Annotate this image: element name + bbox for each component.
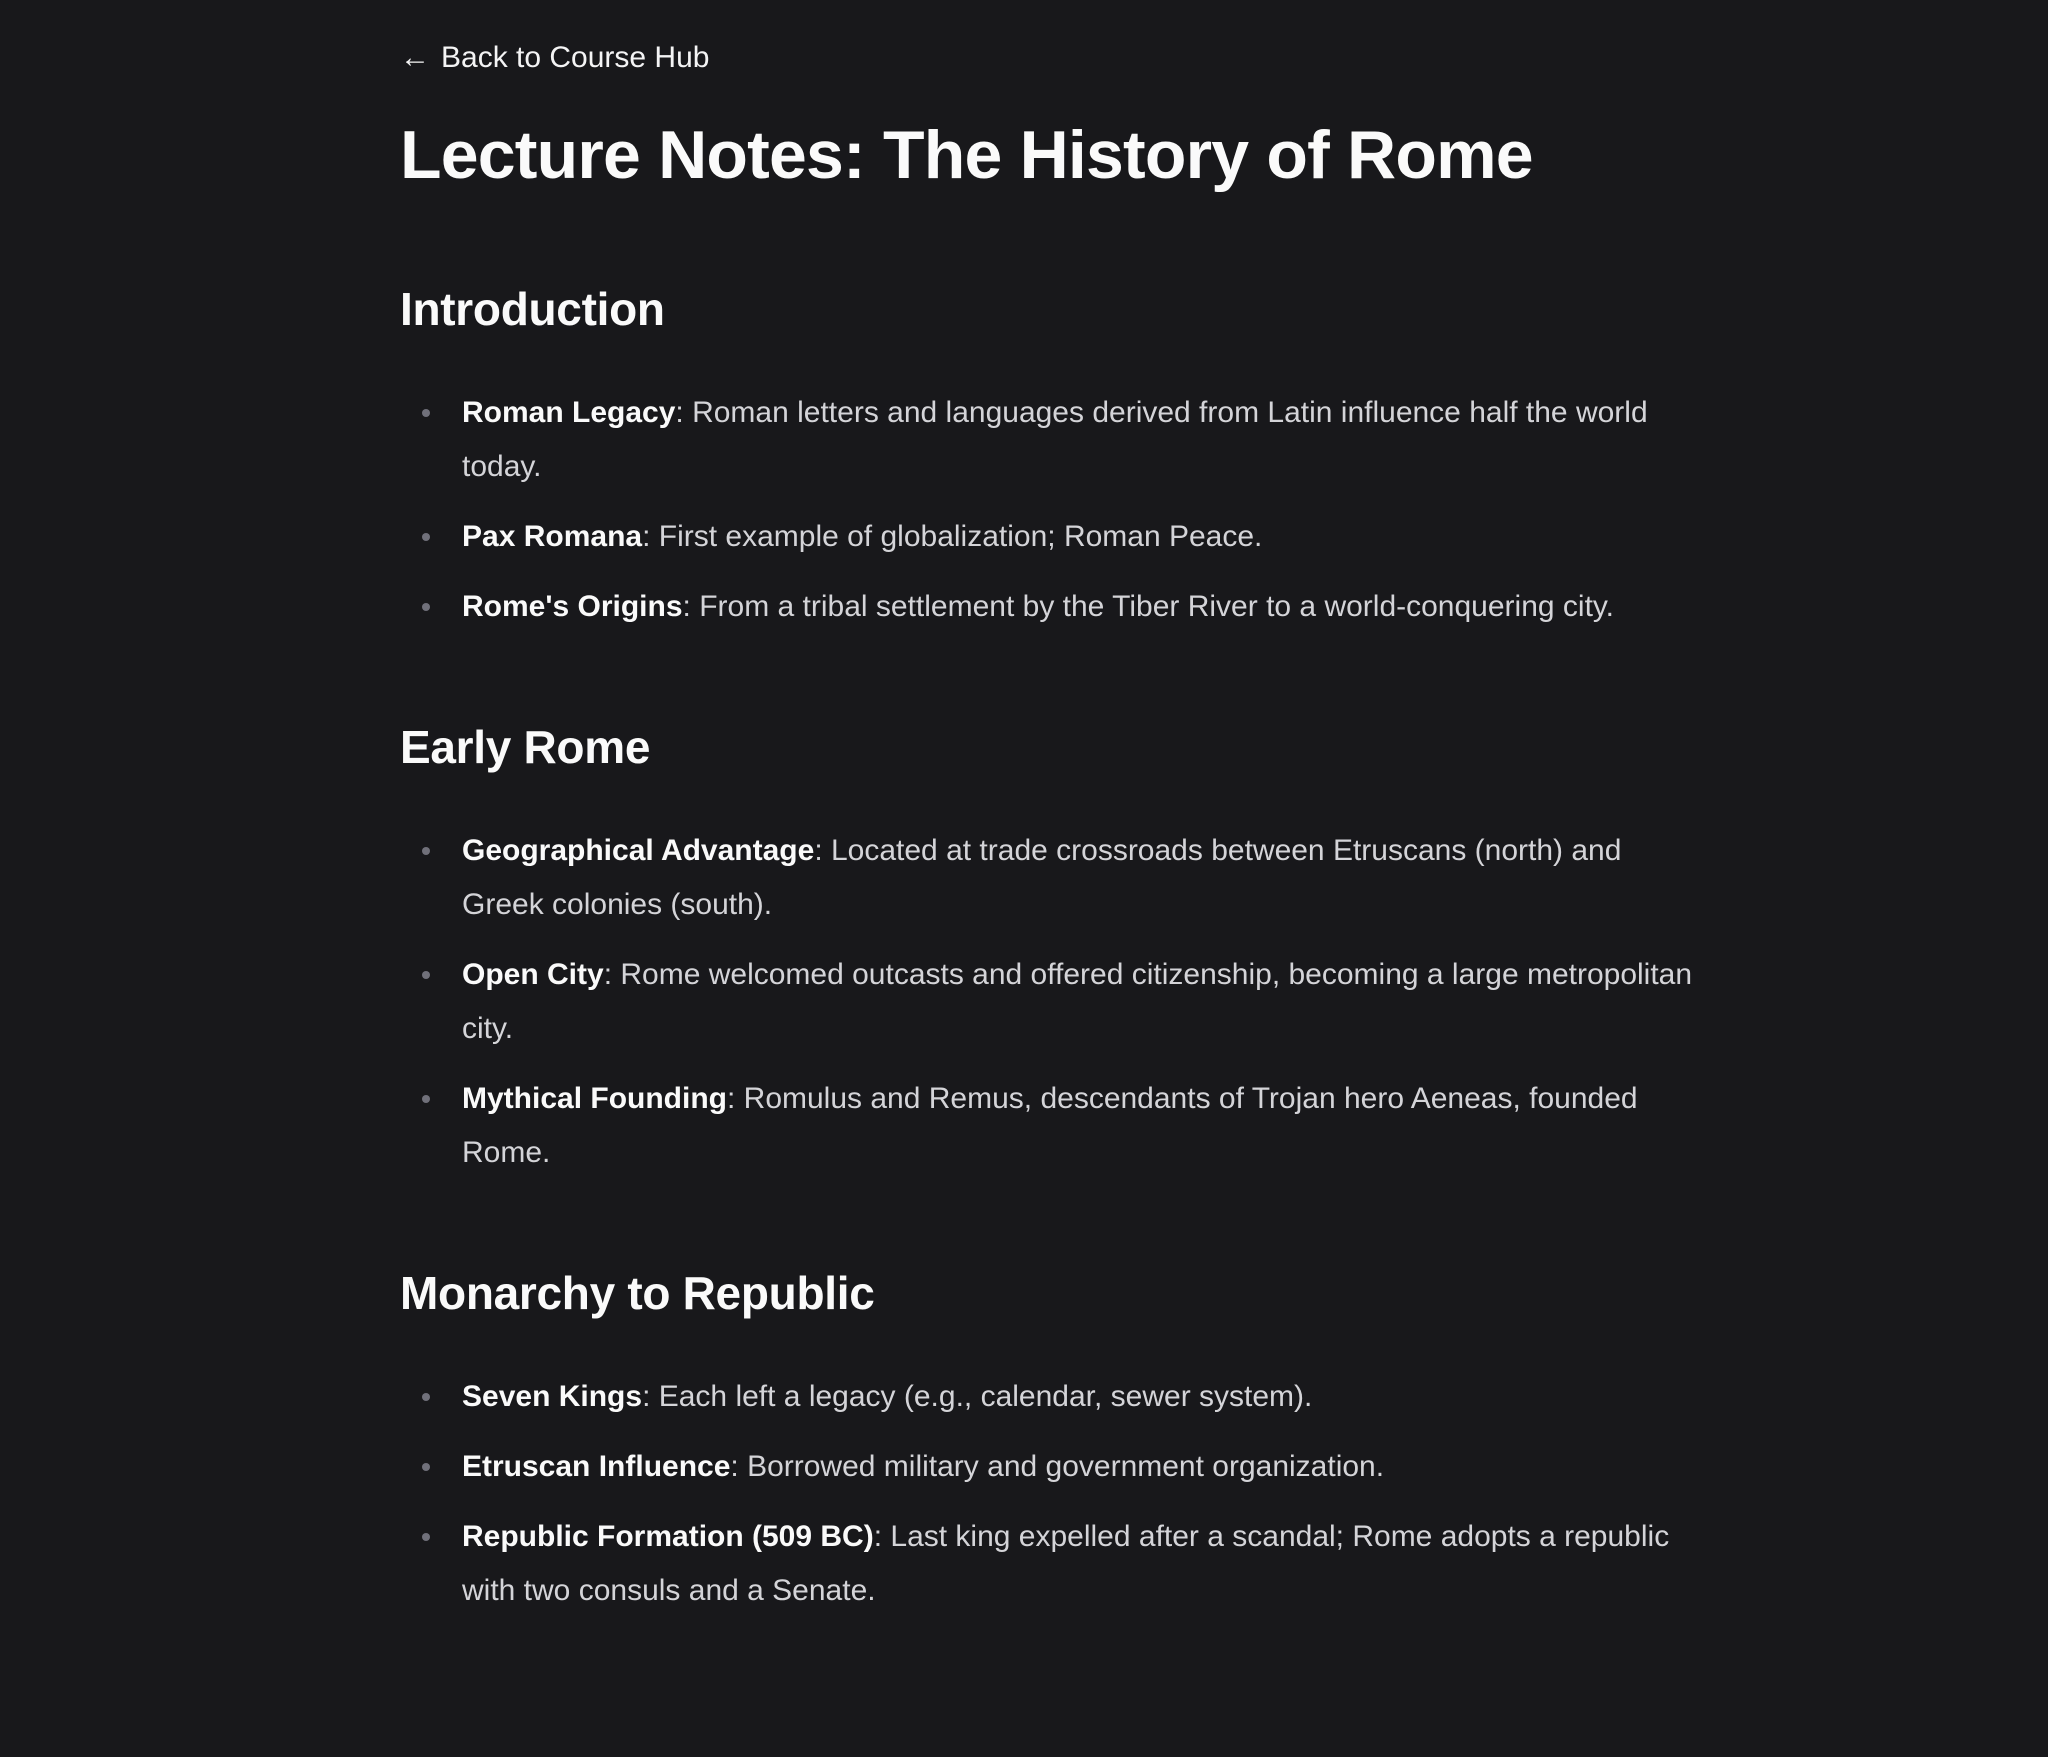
page-title: Lecture Notes: The History of Rome [400,117,1533,193]
list-item [462,948,1707,1056]
list-item-text: : Located at trade crossroads between Etruscans (north) and Greek colonies (south). [462,834,1622,921]
list-item-term: Mythical Founding [462,1082,727,1115]
list-item [462,1072,1707,1180]
list-item-text: : Last king expelled after a scandal; Rome adopts a republic with two consuls and a Senate. [462,1520,1670,1607]
bullet-list-early-rome [400,824,1720,1180]
list-item-term: Seven Kings [462,1380,643,1413]
section-heading-introduction: Introduction [400,283,665,335]
list-item-text: : Romulus and Remus, descendants of Trojan hero Aeneas, founded Rome. [462,1082,1638,1169]
list-item [462,510,1707,564]
back-arrow-icon: ← [400,41,430,74]
list-item-text: : From a tribal settlement by the Tiber River to a world-conquering city. [682,590,1615,623]
list-item [462,580,1707,634]
list-item [462,386,1707,494]
list-item [462,1440,1707,1494]
list-item-text: : First example of globalization; Roman Peace. [642,520,1263,553]
list-item-term: Rome's Origins [462,590,683,623]
back-link-label: Back to Course Hub [441,41,710,74]
list-item-text: : Borrowed military and government organization. [730,1450,1385,1483]
section-heading-early-rome: Early Rome [400,721,651,773]
list-item [462,1370,1707,1424]
list-item-term: Roman Legacy [462,396,676,429]
list-item-term: Republic Formation (509 BC) [462,1520,874,1553]
section-heading-monarchy-to-republic: Monarchy to Republic [400,1267,875,1319]
back-link[interactable] [400,40,709,76]
list-item-text: : Roman letters and languages derived from Latin influence half the world today. [462,396,1648,483]
list-item [462,1510,1707,1618]
bullet-list-monarchy-to-republic [400,1370,1720,1618]
list-item-term: Geographical Advantage [462,834,815,867]
list-item-term: Etruscan Influence [462,1450,731,1483]
list-item-term: Open City [462,958,604,991]
list-item [462,824,1707,932]
list-item-term: Pax Romana [462,520,643,553]
list-item-text: : Each left a legacy (e.g., calendar, sewer system). [642,1380,1313,1413]
bullet-list-introduction [400,386,1720,634]
list-item-text: : Rome welcomed outcasts and offered citizenship, becoming a large metropolitan city. [462,958,1693,1045]
lecture-notes-page [400,0,1720,1618]
